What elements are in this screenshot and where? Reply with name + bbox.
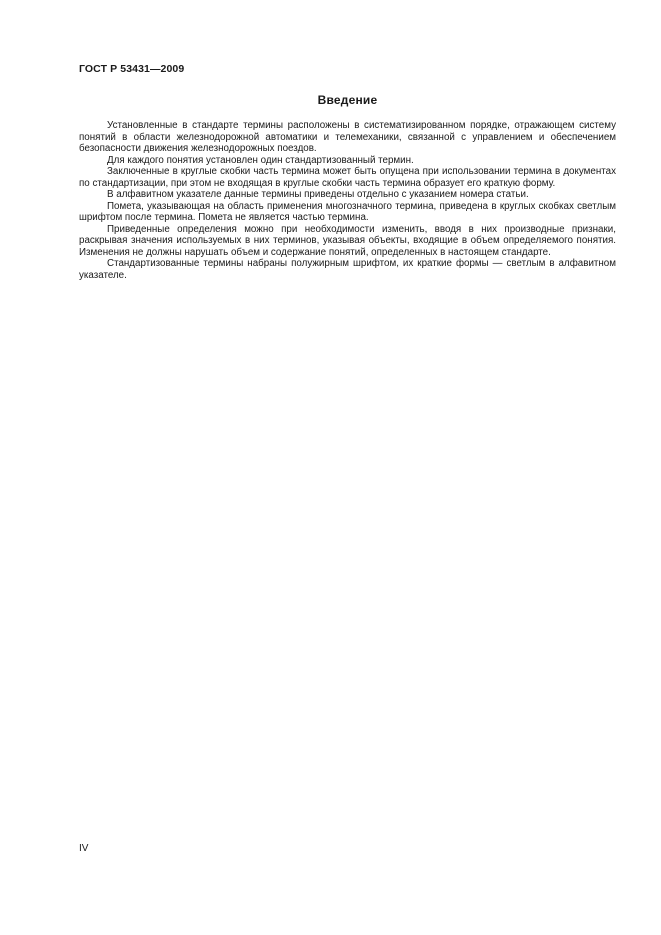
paragraph: Для каждого понятия установлен один стандартизованный термин. xyxy=(107,154,414,166)
paragraph: Приведенные определения можно при необходимости изменить, вводя в них производные признаки, раскрывая значения используемых в них терминов, указывая объекты, входящие в объем определяемого понятия. Изменения не должны нарушать объем и содержание понятий, определенных в настоящем стандарте. xyxy=(79,223,616,258)
section-title: Введение xyxy=(317,93,378,107)
paragraph: Заключенные в круглые скобки часть термина может быть опущена при использовании термина в документах по стандартизации, при этом не входящая в круглые скобки часть термина образует его краткую форму. xyxy=(79,166,616,189)
document-header: ГОСТ Р 53431—2009 xyxy=(79,63,185,75)
paragraph: Установленные в стандарте термины расположены в систематизированном порядке, отражающем систему понятий в области железнодорожной автоматики и телемеханики, связанной с управлением и обеспечением безопасности движения железнодорожных поездов. xyxy=(79,120,616,154)
paragraph: Стандартизованные термины набраны полужирным шрифтом, их краткие формы — светлым в алфавитном указателе. xyxy=(79,258,616,281)
introduction-body xyxy=(79,120,616,281)
paragraph: В алфавитном указателе данные термины приведены отдельно с указанием номера статьи. xyxy=(107,189,529,200)
paragraph: Помета, указывающая на область применения многозначного термина, приведена в круглых скобках светлым шрифтом после термина. Помета не является частью термина. xyxy=(79,200,616,223)
page-number: IV xyxy=(79,843,89,854)
